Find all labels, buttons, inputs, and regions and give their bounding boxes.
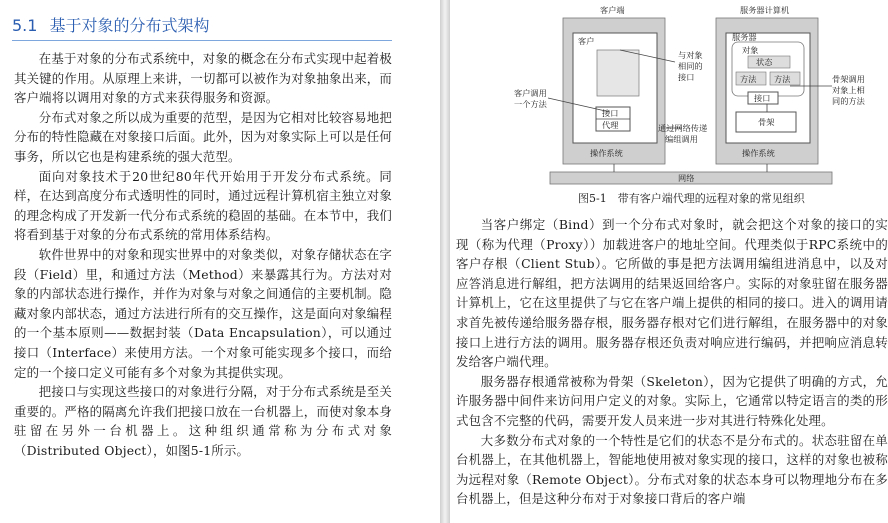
method-label-2: 方法 — [774, 74, 791, 84]
note-skeleton-1: 骨架调用 — [832, 74, 865, 84]
section-title-text: 基于对象的分布式架构 — [49, 16, 210, 35]
left-paragraph-2: 分布式对象之所以成为重要的范型，是因为它相对比较容易地把分布的特性隐藏在对象接口后面。此外，因为对象实际上可以是任何事务，所以它也是构建系统的强大范型。 — [14, 109, 392, 164]
right-body-text — [456, 215, 888, 509]
server-machine-label: 服务器计算机 — [740, 5, 790, 15]
skeleton-label: 骨架 — [758, 117, 775, 127]
right-paragraph-3: 大多数分布式对象的一个特性是它们的状态不是分布式的。状态驻留在单台机器上，在其他机器上，智能地使用被对象实现的接口，这样的对象也被称为远程对象（Remote Object）。分布式对象的状态本身可以物理地分布在多台机器上，但是这种分布对于对象接口背后的客户端 — [456, 432, 888, 507]
note-client-call-2: 一个方法 — [514, 99, 547, 109]
server-os-label: 操作系统 — [742, 148, 775, 158]
left-paragraph-1: 在基于对象的分布式系统中，对象的概念在分布式实现中起着极其关键的作用。从原理上来讲，一切都可以被作为对象抽象出来，而客户端将以调用对象的方式来获得服务和资源。 — [14, 51, 392, 106]
left-paragraph-3: 面向对象技术于20世纪80年代开始用于开发分布式系统。同样，在达到高度分布式透明性的同时，通过远程计算机宿主独立对象的理念构成了开发新一代分布式系统的稳固的基础。在本节中，我们将看到基于对象的分布式系统的常用体系结构。 — [14, 168, 392, 243]
state-label: 状态 — [756, 57, 773, 67]
left-body-text — [14, 49, 392, 460]
right-page — [450, 0, 888, 523]
client-os-label: 操作系统 — [590, 148, 623, 158]
object-label: 对象 — [742, 45, 759, 55]
section-number: 5.1 — [12, 16, 38, 35]
client-space — [597, 50, 639, 96]
proxy-label: 代理 — [602, 120, 619, 130]
method-label-1: 方法 — [740, 74, 757, 84]
title-divider — [12, 40, 392, 41]
left-paragraph-4: 软件世界中的对象和现实世界中的对象类似，对象存储状态在字段（Field）里，和通过方法（Method）来暴露其行为。方法对对象的内部状态进行操作，并作为对象与对象之间通信的主要机制。隐藏对象内部状态，通过方法进行所有的交互操作，这是面向对象编程的一个基本原则——数据封装（Data Encapsulation），可以通过接口（Interface）来使用方法。一个对象可能实现多个接口，而给定的一个接口定义可能有多个对象为其提供实现。 — [14, 246, 392, 380]
network-label: 网络 — [678, 173, 695, 183]
client-label: 客户 — [578, 36, 595, 46]
left-paragraph-5: 把接口与实现这些接口的对象进行分隔，对于分布式系统是至关重要的。严格的隔离允许我们把接口放在一台机器上，而使对象本身驻留在另外一台机器上。这种组织通常称为分布式对象（Distributed Object），如图5-1所示。 — [14, 384, 392, 458]
client-interface-label: 接口 — [602, 108, 619, 118]
figure-5-1-diagram — [450, 0, 888, 212]
right-paragraph-1: 当客户绑定（Bind）到一个分布式对象时，就会把这个对象的接口的实现（称为代理（Proxy））加载进客户的地址空间。代理类似于RPC系统中的客户存根（Client Stub）。它所做的事是把方法调用编组进消息中，以及对应答消息进行解组，把方法调用的结果返回给客户。实际的对象驻留在服务器计算机上，它在这里提供了与它在客户端上提供的相同的接口。进入的调用请求首先被传递给服务器存根，服务器存根对它们进行解组，在服务器中的对象接口上进行方法的调用。服务器存根还负责对响应进行编码，并把响应消息转发给客户端代理。 — [456, 217, 888, 370]
note-network-1: 通过网络传递 — [658, 123, 708, 133]
client-machine-label: 客户端 — [600, 5, 625, 15]
server-interface-label: 接口 — [754, 93, 771, 103]
note-skeleton-2: 对象上相 — [832, 85, 865, 95]
note-same-interface-3: 接口 — [678, 72, 695, 82]
left-page — [0, 0, 440, 523]
note-client-call-1: 客户调用 — [514, 88, 547, 98]
note-same-interface-2: 相同的 — [678, 61, 703, 71]
page-gutter — [440, 0, 450, 523]
note-skeleton-3: 同的方法 — [832, 96, 865, 106]
note-same-interface-1: 与对象 — [678, 50, 703, 60]
section-title — [12, 13, 209, 36]
server-label: 服务器 — [732, 32, 757, 42]
figure-caption: 图5-1 带有客户端代理的远程对象的常见组织 — [578, 192, 805, 205]
right-paragraph-2: 服务器存根通常被称为骨架（Skeleton），因为它提供了明确的方式，允许服务器中间件来访问用户定义的对象。实际上，它通常以特定语言的类的形式包含不完整的代码，需要开发人员来进一步对其进行特殊化处理。 — [456, 373, 888, 428]
note-network-2: 编组调用 — [665, 134, 698, 144]
